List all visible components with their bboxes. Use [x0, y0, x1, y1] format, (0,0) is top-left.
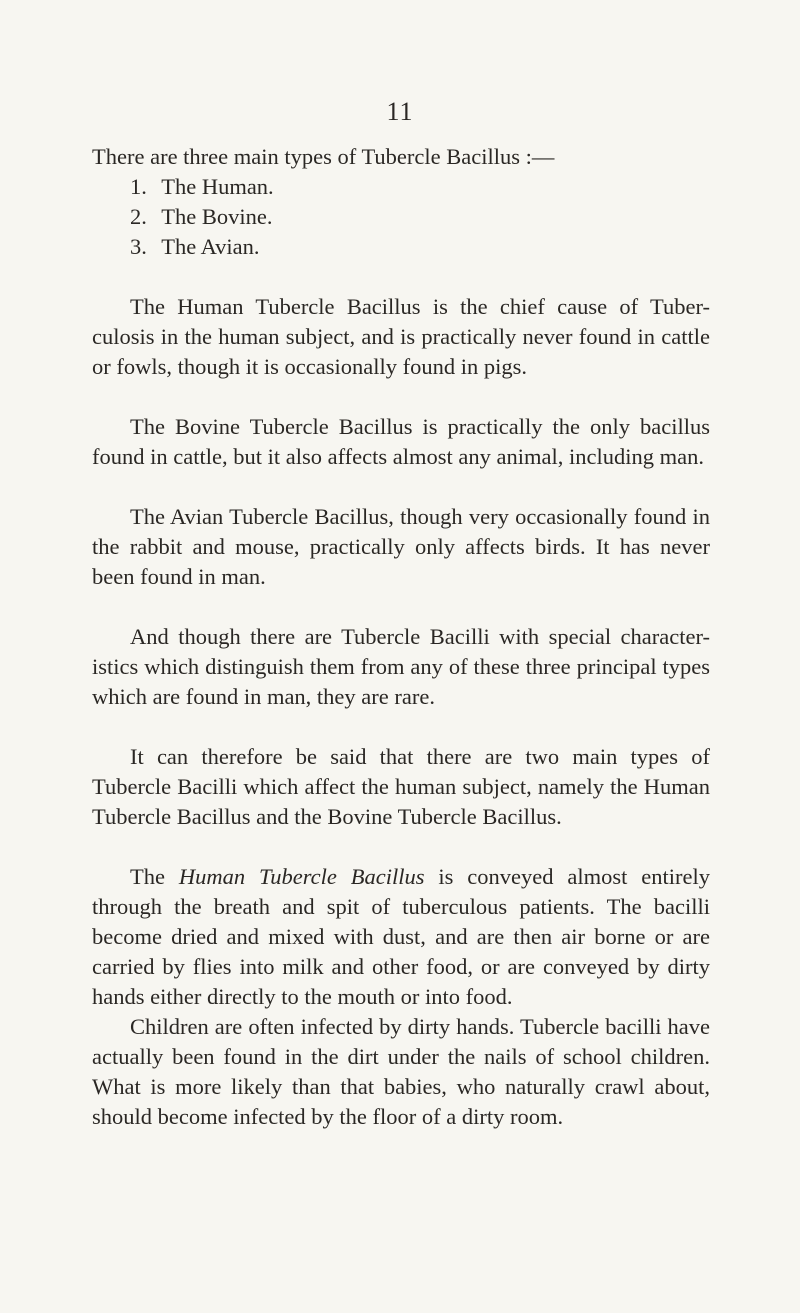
- list-item-label: The Bovine.: [161, 204, 273, 229]
- list-item-number: 2.: [130, 204, 147, 229]
- list-item: [92, 202, 710, 232]
- bacillus-types-list: [92, 172, 710, 262]
- page-body: [92, 142, 710, 1132]
- paragraph-bovine: The Bovine Tubercle Bacillus is practically the only bacillus found in cattle, but it also affects almost any animal, including man.: [92, 414, 710, 469]
- paragraph-two-types: It can therefore be said that there are two main types of Tubercle Bacilli which affect the human subject, namely the Human Tubercle Bacillus and the Bovine Tubercle Bacillus.: [92, 744, 710, 829]
- page-number: 11: [386, 97, 414, 126]
- list-item-number: 3.: [130, 234, 147, 259]
- list-item-number: 1.: [130, 174, 147, 199]
- paragraph-avian: The Avian Tubercle Bacillus, though very occasionally found in the rabbit and mouse, practically only affects birds. It has never been found in man.: [92, 504, 710, 589]
- conveyed-rest: is conveyed almost entirely through the breath and spit of tuberculous patients. The bacilli become dried and mixed with dust, and are then air borne or are carried by flies into milk and other food, or are conveyed by dirty hands either directly to the mouth or into food.: [92, 864, 710, 1009]
- conveyed-lead: The: [130, 864, 165, 889]
- list-item: [92, 172, 710, 202]
- paragraph-children: Children are often infected by dirty hands. Tubercle bacilli have actually been found in the dirt under the nails of school children. What is more likely than that babies, who naturally crawl about, should become infected by the floor of a dirty room.: [92, 1014, 710, 1129]
- list-item: [92, 232, 710, 262]
- list-item-label: The Human.: [161, 174, 274, 199]
- conveyed-italic-term: Human Tubercle Bacillus: [178, 864, 425, 889]
- list-item-label: The Avian.: [161, 234, 260, 259]
- intro-line: There are three main types of Tubercle Bacillus :—: [92, 144, 555, 169]
- paragraph-human: The Human Tubercle Bacillus is the chief cause of Tuber- culosis in the human subject, and is practically never found in cattle or fowls, though it is occasionally found in pigs.: [92, 294, 710, 379]
- paragraph-special: And though there are Tubercle Bacilli with special character- istics which distinguish them from any of these three principal types which are found in man, they are rare.: [92, 624, 710, 709]
- paragraph-conveyed: [92, 862, 710, 1012]
